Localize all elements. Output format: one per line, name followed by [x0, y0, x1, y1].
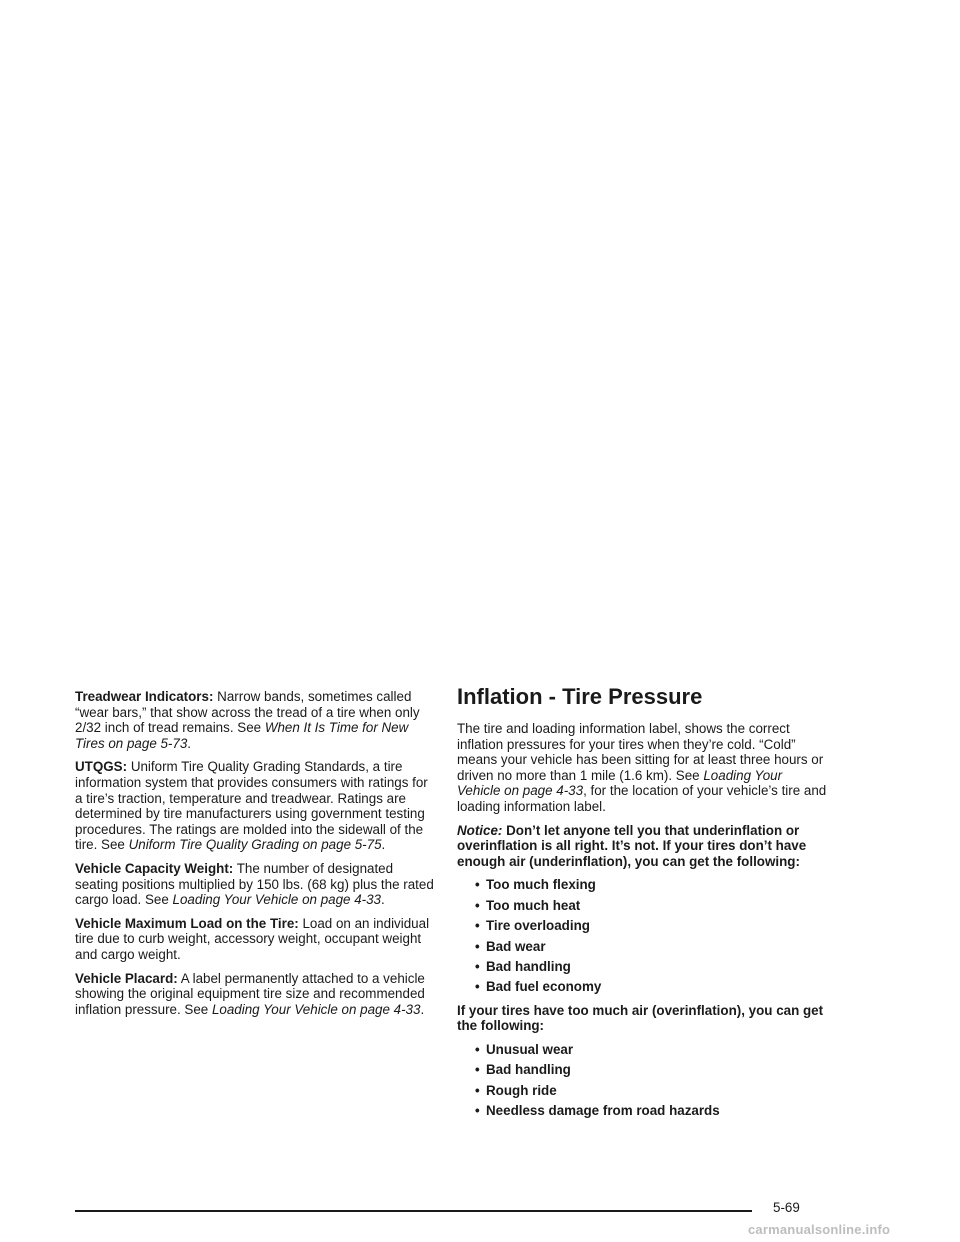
list-item: • Unusual wear	[475, 1042, 574, 1058]
definition-text: Uniform Tire Quality Grading Standards, a tire information system that provides consumers with ratings for a tire’s traction, temperature and treadwear. Ratings are determined by tire manufacturers using government testing procedures. The ratings are molded into the sidewall of the tire. See	[75, 759, 428, 853]
definition-text: Load on an individual tire due to curb weight, accessory weight, occupant weight and cargo weight.	[75, 915, 430, 962]
cross-reference: Loading Your Vehicle on page 4-33	[457, 767, 783, 799]
list-item: • Bad wear	[475, 938, 546, 954]
bullet-icon: •	[475, 897, 480, 913]
bullet-icon: •	[475, 877, 480, 893]
definition-vehicle-maximum-load	[75, 916, 435, 963]
list-item: • Too much heat	[475, 897, 581, 913]
overinflation-intro: If your tires have too much air (overinflation), you can get the following:	[457, 1002, 824, 1034]
definition-treadwear-indicators	[75, 689, 435, 751]
definition-vehicle-placard	[75, 971, 435, 1018]
bullet-icon: •	[475, 958, 480, 974]
intro-paragraph	[457, 721, 827, 815]
bullet-icon: •	[475, 918, 480, 934]
definition-utqgs	[75, 759, 435, 853]
intro-text: The tire and loading information label, shows the correct inflation pressures for your tires when they’re cold. “Cold” means your vehicle has been sitting for at least three hours or driven no more than 1 mile (1.6 km). See	[457, 721, 824, 783]
intro-end: , for the location of your vehicle’s tire and loading information label.	[457, 783, 827, 814]
definition-text: Narrow bands, sometimes called “wear bars,” that show across the tread of a tire when only 2/32 inch of tread remains. See	[75, 689, 420, 736]
underinflation-list	[457, 877, 827, 995]
sentence-end: .	[381, 837, 386, 853]
bullet-icon: •	[475, 1062, 480, 1078]
cross-reference: Loading Your Vehicle on page 4-33	[172, 892, 382, 908]
bullet-icon: •	[475, 1042, 480, 1058]
list-item: • Needless damage from road hazards	[475, 1103, 720, 1119]
term: Vehicle Capacity Weight:	[75, 860, 234, 876]
list-item: • Too much flexing	[475, 877, 596, 893]
definition-text: The number of designated seating positions multiplied by 150 lbs. (68 kg) plus the rated cargo load. See	[75, 860, 434, 908]
footer-rule	[75, 1210, 752, 1212]
left-column	[75, 689, 435, 1025]
term: Vehicle Placard:	[75, 970, 178, 986]
bullet-icon: •	[475, 1103, 480, 1119]
page-number: 5-69	[773, 1200, 800, 1215]
bullet-icon: •	[475, 938, 480, 954]
bullet-icon: •	[475, 1082, 480, 1098]
cross-reference: Loading Your Vehicle on page 4-33	[211, 1001, 421, 1017]
notice-label: Notice:	[457, 822, 503, 838]
notice-paragraph	[457, 823, 827, 870]
definition-text: A label permanently attached to a vehicle showing the original equipment tire size and recommended inflation pressure. See	[75, 970, 425, 1017]
list-item: • Bad fuel economy	[475, 979, 602, 995]
notice-text: Don’t let anyone tell you that underinflation or overinflation is all right. It’s not. If your tires don’t have enough air (underinflation), you can get the following:	[457, 822, 807, 869]
term: Vehicle Maximum Load on the Tire:	[75, 915, 299, 931]
overinflation-list	[457, 1042, 827, 1119]
list-item: • Tire overloading	[475, 918, 590, 934]
right-column	[457, 684, 827, 1127]
list-item: • Bad handling	[475, 1062, 571, 1078]
section-heading: Inflation - Tire Pressure	[457, 684, 703, 709]
sentence-end: .	[420, 1001, 425, 1017]
sentence-end: .	[381, 892, 385, 908]
term: Treadwear Indicators:	[75, 689, 214, 704]
cross-reference: When It Is Time for New Tires on page 5-73	[75, 720, 409, 751]
definition-vehicle-capacity-weight	[75, 861, 435, 908]
cross-reference: Uniform Tire Quality Grading on page 5-75	[128, 837, 382, 853]
bullet-icon: •	[475, 979, 480, 995]
list-item: • Rough ride	[475, 1082, 557, 1098]
list-item: • Bad handling	[475, 958, 571, 974]
term: UTQGS:	[75, 759, 128, 775]
sentence-end: .	[187, 735, 192, 751]
watermark-text: carmanualsonline.info	[748, 1222, 891, 1237]
